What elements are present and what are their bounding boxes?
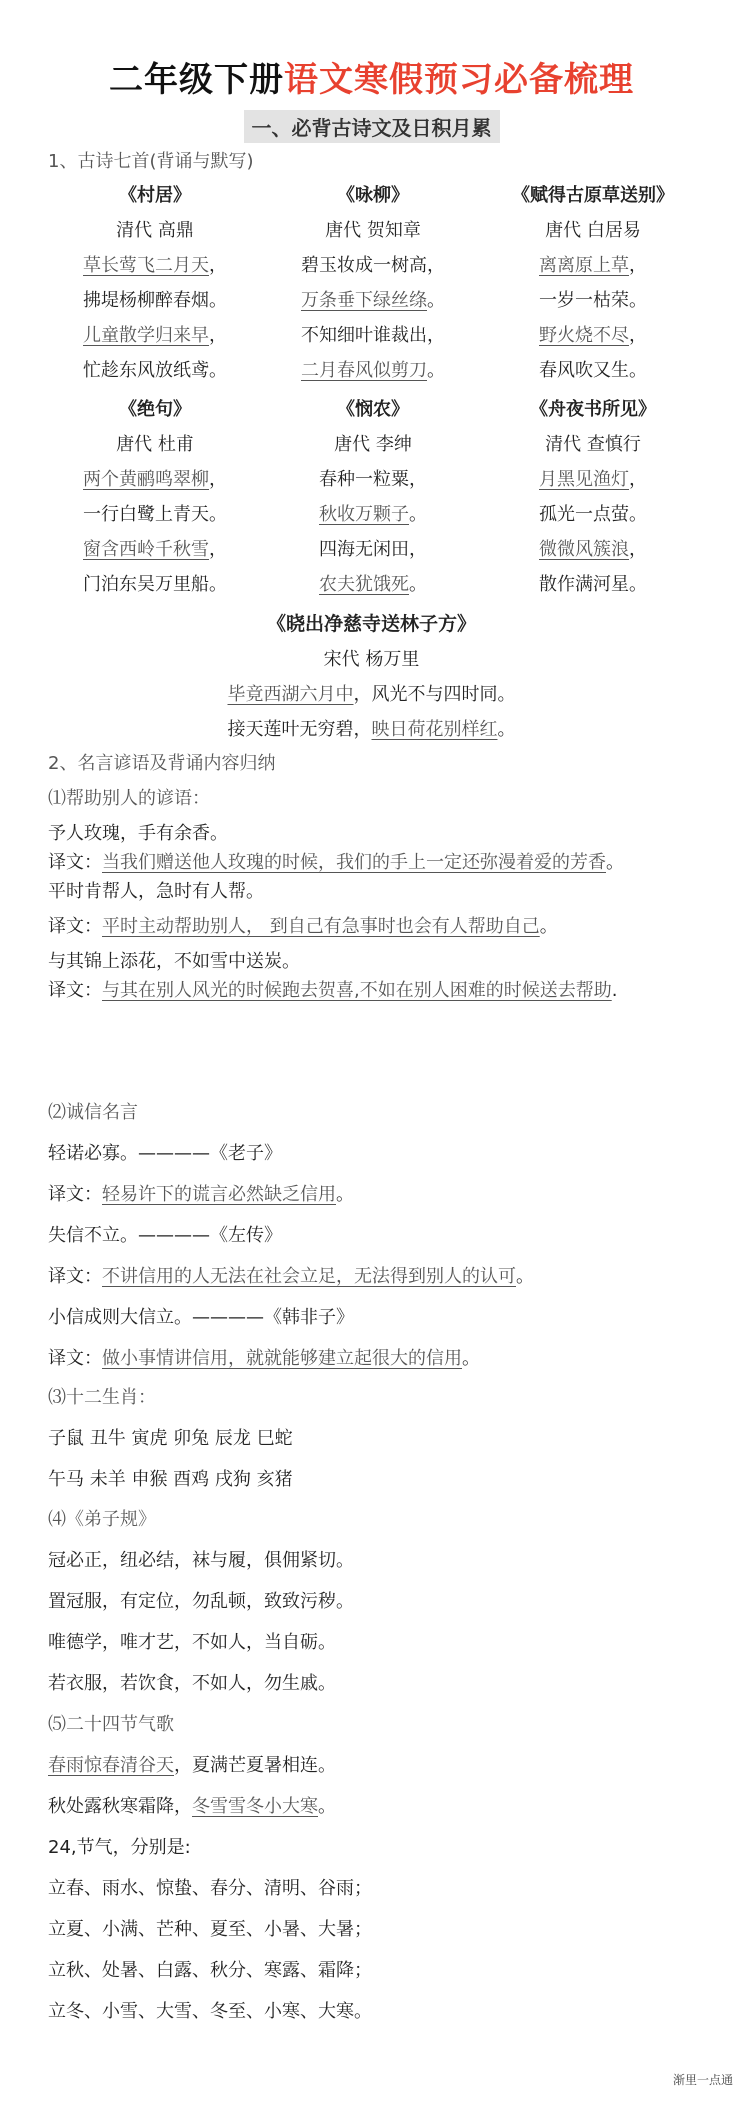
poem7-author: 宋代 杨万里 <box>323 649 420 670</box>
page-title <box>0 52 743 101</box>
section-heading: 一、必背古诗文及日积月累 <box>244 110 500 143</box>
poem7-line1: 毕竟西湖六月中，风光不与四时同。 <box>227 684 516 705</box>
s4-line: 唯德学，唯才艺，不如人，当自砺。 <box>48 1632 336 1653</box>
poem-cunju: 《村居》 清代 高鼎 草长莺飞二月天， 拂堤杨柳醉春烟。 儿童散学归来早， 忙趁东风放纸鸢。 <box>83 185 227 381</box>
s5-line1: 春雨惊春清谷天，夏满芒夏暑相连。 <box>48 1755 336 1776</box>
poem-fude: 《赋得古原草送别》 唐代 白居易 离离原上草， 一岁一枯荣。 野火烧不尽， 春风吹又生。 <box>512 185 674 381</box>
poem-yongliu: 《咏柳》 唐代 贺知章 碧玉妆成一树高， 万条垂下绿丝绦。 不知细叶谁裁出， 二月春风似剪刀。 <box>301 185 445 381</box>
subsection-proverbs: 2、名言谚语及背诵内容归纳 <box>48 753 276 774</box>
s3-line1: 子鼠 丑牛 寅虎 卯兔 辰龙 巳蛇 <box>48 1428 293 1449</box>
s5-term-line: 立秋、处暑、白露、秋分、寒露、霜降； <box>48 1960 372 1981</box>
s3-head: ⑶十二生肖： <box>48 1387 156 1408</box>
s4-line: 冠必正，纽必结，袜与履，俱佣紧切。 <box>48 1550 354 1571</box>
s4-line: 若衣服，若饮食，不如人，勿生戚。 <box>48 1673 336 1694</box>
s5-line2: 秋处露秋寒霜降，冬雪雪冬小大寒。 <box>48 1796 336 1817</box>
title-red: 语文寒假预习必备梳理 <box>284 60 634 100</box>
poem-zhouye: 《舟夜书所见》 清代 查慎行 月黑见渔灯， 孤光一点萤。 微微风簇浪， 散作满河星。 <box>530 399 656 595</box>
footer-watermark: 渐里一点通 <box>672 2073 733 2087</box>
s2-t2: 译文：不讲信用的人无法在社会立足，无法得到别人的认可。 <box>48 1266 534 1287</box>
s2-q2: 失信不立。————《左传》 <box>48 1225 282 1246</box>
s1-q2: 平时肯帮人，急时有人帮。 <box>48 881 264 902</box>
title-black: 二年级下册 <box>109 60 284 100</box>
s5-term-line: 立冬、小雪、大雪、冬至、小寒、大寒。 <box>48 2001 372 2022</box>
poem7-line2: 接天莲叶无穷碧，映日荷花别样红。 <box>227 719 516 740</box>
s2-t1: 译文：轻易许下的谎言必然缺乏信用。 <box>48 1184 354 1205</box>
s1-t3: 译文：与其在别人风光的时候跑去贺喜,不如在别人困难的时候送去帮助. <box>48 980 618 1001</box>
poem7-title: 《晓出净慈寺送林子方》 <box>266 613 476 635</box>
s4-head: ⑷《弟子规》 <box>48 1509 156 1530</box>
s4-line: 置冠服，有定位，勿乱顿，致致污秽。 <box>48 1591 354 1612</box>
s5-term-line: 立夏、小满、芒种、夏至、小暑、大暑； <box>48 1919 372 1940</box>
poem-jueju: 《绝句》 唐代 杜甫 两个黄鹂鸣翠柳， 一行白鹭上青天。 窗含西岭千秋雪， 门泊东吴万里船。 <box>83 399 227 595</box>
s3-line2: 午马 未羊 申猴 酉鸡 戌狗 亥猪 <box>48 1469 293 1490</box>
s2-t3: 译文：做小事情讲信用，就就能够建立起很大的信用。 <box>48 1348 480 1369</box>
s5-term-line: 立春、雨水、惊蛰、春分、清明、谷雨； <box>48 1878 372 1899</box>
s1-t1: 译文：当我们赠送他人玫瑰的时候，我们的手上一定还弥漫着爱的芳香。 <box>48 852 624 873</box>
poem-minnong: 《悯农》 唐代 李绅 春种一粒粟， 秋收万颗子。 四海无闲田， 农夫犹饿死。 <box>319 399 427 595</box>
s1-q3: 与其锦上添花，不如雪中送炭。 <box>48 951 300 972</box>
s1-q1: 予人玫瑰，手有余香。 <box>48 823 228 844</box>
subsection-poems: 1、古诗七首(背诵与默写) <box>48 151 254 172</box>
s2-q3: 小信成则大信立。————《韩非子》 <box>48 1307 354 1328</box>
s2-q1: 轻诺必寡。————《老子》 <box>48 1143 282 1164</box>
s1-t2: 译文：平时主动帮助别人， 到自己有急事时也会有人帮助自己。 <box>48 916 558 937</box>
s5-intro: 24,节气，分别是: <box>48 1837 191 1858</box>
s2-head: ⑵诚信名言 <box>48 1102 138 1123</box>
s5-head: ⑸二十四节气歌 <box>48 1714 174 1735</box>
s1-head: ⑴帮助别人的谚语： <box>48 788 210 809</box>
